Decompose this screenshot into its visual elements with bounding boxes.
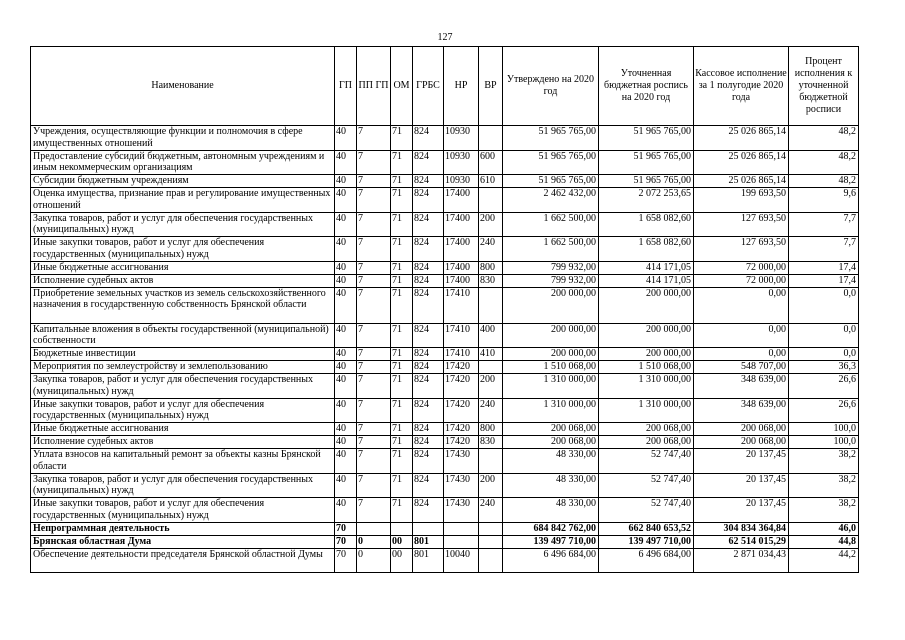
cell-vr	[479, 548, 503, 573]
cell-ppgp: 0	[357, 535, 391, 548]
cell-vr	[479, 287, 503, 323]
table-row	[31, 287, 859, 323]
cell-cash: 348 639,00	[694, 398, 789, 423]
cell-gp: 40	[335, 498, 357, 523]
cell-percent: 7,7	[789, 237, 859, 262]
cell-nr	[444, 535, 479, 548]
header-grbs: ГРБС	[413, 47, 444, 126]
cell-vr	[479, 449, 503, 474]
cell-grbs: 824	[413, 361, 444, 374]
cell-cash: 25 026 865,14	[694, 175, 789, 188]
header-ppgp: ПП ГП	[357, 47, 391, 126]
cell-name: Иные закупки товаров, работ и услуг для обеспечения государственных (муниципальных) нужд	[31, 398, 335, 423]
cell-vr: 800	[479, 423, 503, 436]
cell-approved: 1 662 500,00	[503, 237, 599, 262]
cell-approved: 48 330,00	[503, 449, 599, 474]
cell-ppgp: 7	[357, 188, 391, 213]
cell-om: 71	[391, 361, 413, 374]
cell-om: 71	[391, 449, 413, 474]
cell-gp: 40	[335, 374, 357, 399]
cell-grbs: 824	[413, 188, 444, 213]
table-row	[31, 348, 859, 361]
table-row	[31, 274, 859, 287]
cell-grbs: 824	[413, 374, 444, 399]
header-row	[31, 47, 859, 126]
cell-om: 71	[391, 126, 413, 151]
cell-vr: 400	[479, 323, 503, 348]
cell-approved: 200 068,00	[503, 436, 599, 449]
budget-table-container	[30, 46, 859, 573]
cell-grbs: 824	[413, 126, 444, 151]
cell-ppgp: 7	[357, 361, 391, 374]
table-row	[31, 374, 859, 399]
cell-cash: 127 693,50	[694, 237, 789, 262]
cell-ppgp: 0	[357, 548, 391, 573]
cell-gp: 40	[335, 150, 357, 175]
cell-nr: 17410	[444, 348, 479, 361]
cell-vr: 200	[479, 212, 503, 237]
cell-ppgp: 7	[357, 150, 391, 175]
cell-ppgp: 7	[357, 274, 391, 287]
cell-refined: 200 000,00	[599, 348, 694, 361]
cell-name: Иные закупки товаров, работ и услуг для обеспечения государственных (муниципальных) нужд	[31, 237, 335, 262]
header-refined: Уточненная бюджетная роспись на 2020 год	[599, 47, 694, 126]
header-om: ОМ	[391, 47, 413, 126]
cell-nr: 17430	[444, 498, 479, 523]
cell-name: Приобретение земельных участков из земель сельскохозяйственного назначения в государственную собственность Брянской области	[31, 287, 335, 323]
cell-approved: 1 662 500,00	[503, 212, 599, 237]
cell-gp: 40	[335, 348, 357, 361]
cell-vr: 830	[479, 436, 503, 449]
table-row	[31, 449, 859, 474]
cell-percent: 26,6	[789, 374, 859, 399]
table-row	[31, 188, 859, 213]
cell-gp: 70	[335, 548, 357, 573]
cell-nr: 17400	[444, 188, 479, 213]
cell-percent: 48,2	[789, 126, 859, 151]
cell-gp: 40	[335, 449, 357, 474]
cell-cash: 25 026 865,14	[694, 150, 789, 175]
cell-om: 71	[391, 436, 413, 449]
cell-name: Субсидии бюджетным учреждениям	[31, 175, 335, 188]
cell-ppgp: 7	[357, 449, 391, 474]
cell-percent: 38,2	[789, 473, 859, 498]
cell-gp: 40	[335, 261, 357, 274]
cell-refined: 52 747,40	[599, 473, 694, 498]
cell-name: Исполнение судебных актов	[31, 436, 335, 449]
cell-name: Обеспечение деятельности председателя Брянской областной Думы	[31, 548, 335, 573]
cell-grbs: 824	[413, 261, 444, 274]
cell-om: 71	[391, 473, 413, 498]
header-percent: Процент исполнения к уточненной бюджетной росписи	[789, 47, 859, 126]
cell-refined: 200 068,00	[599, 436, 694, 449]
cell-name: Учреждения, осуществляющие функции и полномочия в сфере имущественных отношений	[31, 126, 335, 151]
cell-approved: 48 330,00	[503, 473, 599, 498]
cell-ppgp: 7	[357, 398, 391, 423]
cell-om: 71	[391, 188, 413, 213]
header-name: Наименование	[31, 47, 335, 126]
cell-percent: 100,0	[789, 436, 859, 449]
cell-gp: 40	[335, 287, 357, 323]
cell-name: Капитальные вложения в объекты государственной (муниципальной) собственности	[31, 323, 335, 348]
cell-vr: 600	[479, 150, 503, 175]
cell-percent: 17,4	[789, 274, 859, 287]
cell-gp: 70	[335, 535, 357, 548]
cell-refined: 51 965 765,00	[599, 175, 694, 188]
cell-cash: 304 834 364,84	[694, 522, 789, 535]
cell-refined: 51 965 765,00	[599, 150, 694, 175]
cell-name: Исполнение судебных актов	[31, 274, 335, 287]
cell-percent: 38,2	[789, 449, 859, 474]
cell-percent: 0,0	[789, 287, 859, 323]
cell-cash: 20 137,45	[694, 498, 789, 523]
cell-name: Мероприятия по землеустройству и землепользованию	[31, 361, 335, 374]
cell-gp: 40	[335, 398, 357, 423]
cell-ppgp: 7	[357, 348, 391, 361]
cell-name: Непрограммная деятельность	[31, 522, 335, 535]
cell-refined: 1 310 000,00	[599, 374, 694, 399]
cell-name: Иные бюджетные ассигнования	[31, 261, 335, 274]
cell-om: 71	[391, 287, 413, 323]
table-row	[31, 323, 859, 348]
cell-grbs	[413, 522, 444, 535]
cell-name: Закупка товаров, работ и услуг для обеспечения государственных (муниципальных) нужд	[31, 473, 335, 498]
cell-refined: 51 965 765,00	[599, 126, 694, 151]
cell-approved: 200 000,00	[503, 348, 599, 361]
cell-name: Бюджетные инвестиции	[31, 348, 335, 361]
cell-grbs: 824	[413, 449, 444, 474]
cell-name: Иные закупки товаров, работ и услуг для обеспечения государственных (муниципальных) нужд	[31, 498, 335, 523]
cell-nr: 17420	[444, 398, 479, 423]
cell-grbs: 824	[413, 348, 444, 361]
table-row	[31, 261, 859, 274]
cell-nr: 17420	[444, 436, 479, 449]
cell-gp: 40	[335, 361, 357, 374]
cell-approved: 139 497 710,00	[503, 535, 599, 548]
cell-name: Предоставление субсидий бюджетным, автономным учреждениям и иным некоммерческим организациям	[31, 150, 335, 175]
cell-cash: 0,00	[694, 287, 789, 323]
header-approved: Утверждено на 2020 год	[503, 47, 599, 126]
cell-percent: 0,0	[789, 323, 859, 348]
cell-cash: 0,00	[694, 348, 789, 361]
cell-vr: 200	[479, 374, 503, 399]
cell-vr	[479, 126, 503, 151]
cell-percent: 36,3	[789, 361, 859, 374]
cell-ppgp: 7	[357, 175, 391, 188]
cell-vr	[479, 522, 503, 535]
table-row	[31, 535, 859, 548]
cell-refined: 414 171,05	[599, 274, 694, 287]
cell-ppgp: 7	[357, 436, 391, 449]
table-row	[31, 361, 859, 374]
cell-grbs: 824	[413, 175, 444, 188]
cell-nr: 17400	[444, 274, 479, 287]
cell-ppgp: 7	[357, 126, 391, 151]
cell-refined: 2 072 253,65	[599, 188, 694, 213]
cell-grbs: 824	[413, 473, 444, 498]
cell-approved: 51 965 765,00	[503, 126, 599, 151]
cell-vr	[479, 188, 503, 213]
cell-refined: 1 510 068,00	[599, 361, 694, 374]
cell-nr: 17430	[444, 473, 479, 498]
cell-vr: 830	[479, 274, 503, 287]
cell-refined: 662 840 653,52	[599, 522, 694, 535]
table-row	[31, 398, 859, 423]
cell-om	[391, 522, 413, 535]
cell-approved: 51 965 765,00	[503, 175, 599, 188]
cell-cash: 200 068,00	[694, 436, 789, 449]
table-row	[31, 498, 859, 523]
cell-om: 00	[391, 548, 413, 573]
cell-ppgp: 7	[357, 473, 391, 498]
cell-om: 71	[391, 175, 413, 188]
cell-gp: 40	[335, 473, 357, 498]
cell-cash: 20 137,45	[694, 473, 789, 498]
cell-percent: 48,2	[789, 150, 859, 175]
cell-cash: 0,00	[694, 323, 789, 348]
cell-refined: 1 658 082,60	[599, 212, 694, 237]
cell-grbs: 824	[413, 436, 444, 449]
cell-vr: 240	[479, 498, 503, 523]
cell-approved: 1 310 000,00	[503, 398, 599, 423]
cell-ppgp: 7	[357, 237, 391, 262]
cell-name: Закупка товаров, работ и услуг для обеспечения государственных (муниципальных) нужд	[31, 212, 335, 237]
cell-refined: 6 496 684,00	[599, 548, 694, 573]
cell-percent: 0,0	[789, 348, 859, 361]
cell-nr: 10930	[444, 175, 479, 188]
cell-name: Закупка товаров, работ и услуг для обеспечения государственных (муниципальных) нужд	[31, 374, 335, 399]
cell-name: Иные бюджетные ассигнования	[31, 423, 335, 436]
cell-approved: 2 462 432,00	[503, 188, 599, 213]
cell-vr: 240	[479, 237, 503, 262]
cell-ppgp: 7	[357, 423, 391, 436]
cell-om: 71	[391, 398, 413, 423]
table-row	[31, 175, 859, 188]
cell-grbs: 824	[413, 498, 444, 523]
cell-ppgp: 7	[357, 261, 391, 274]
page-number: 127	[437, 32, 453, 43]
cell-percent: 26,6	[789, 398, 859, 423]
cell-gp: 40	[335, 323, 357, 348]
cell-cash: 2 871 034,43	[694, 548, 789, 573]
cell-vr: 200	[479, 473, 503, 498]
cell-vr: 410	[479, 348, 503, 361]
table-row	[31, 436, 859, 449]
cell-nr: 17400	[444, 237, 479, 262]
cell-ppgp: 7	[357, 212, 391, 237]
cell-ppgp: 7	[357, 498, 391, 523]
cell-om: 71	[391, 498, 413, 523]
header-cash: Кассовое исполнение за 1 полугодие 2020 года	[694, 47, 789, 126]
header-gp: ГП	[335, 47, 357, 126]
cell-nr: 10040	[444, 548, 479, 573]
cell-om: 71	[391, 237, 413, 262]
cell-refined: 139 497 710,00	[599, 535, 694, 548]
cell-cash: 20 137,45	[694, 449, 789, 474]
cell-om: 71	[391, 374, 413, 399]
cell-om: 71	[391, 274, 413, 287]
cell-refined: 1 658 082,60	[599, 237, 694, 262]
cell-gp: 40	[335, 423, 357, 436]
table-row	[31, 473, 859, 498]
cell-nr	[444, 522, 479, 535]
cell-grbs: 824	[413, 212, 444, 237]
cell-cash: 200 068,00	[694, 423, 789, 436]
cell-nr: 17400	[444, 261, 479, 274]
cell-approved: 1 510 068,00	[503, 361, 599, 374]
cell-vr: 610	[479, 175, 503, 188]
table-row	[31, 548, 859, 573]
cell-approved: 200 068,00	[503, 423, 599, 436]
table-row	[31, 522, 859, 535]
cell-ppgp: 7	[357, 323, 391, 348]
cell-nr: 10930	[444, 150, 479, 175]
cell-gp: 40	[335, 175, 357, 188]
cell-approved: 1 310 000,00	[503, 374, 599, 399]
cell-refined: 52 747,40	[599, 449, 694, 474]
cell-gp: 70	[335, 522, 357, 535]
cell-approved: 799 932,00	[503, 261, 599, 274]
cell-approved: 799 932,00	[503, 274, 599, 287]
cell-nr: 17400	[444, 212, 479, 237]
cell-cash: 72 000,00	[694, 261, 789, 274]
cell-refined: 200 068,00	[599, 423, 694, 436]
cell-approved: 48 330,00	[503, 498, 599, 523]
cell-om: 71	[391, 212, 413, 237]
cell-approved: 200 000,00	[503, 287, 599, 323]
cell-gp: 40	[335, 126, 357, 151]
cell-refined: 1 310 000,00	[599, 398, 694, 423]
header-vr: ВР	[479, 47, 503, 126]
cell-name: Брянская областная Дума	[31, 535, 335, 548]
cell-vr: 800	[479, 261, 503, 274]
table-row	[31, 237, 859, 262]
cell-percent: 38,2	[789, 498, 859, 523]
cell-cash: 62 514 015,29	[694, 535, 789, 548]
cell-percent: 46,0	[789, 522, 859, 535]
cell-cash: 199 693,50	[694, 188, 789, 213]
cell-gp: 40	[335, 436, 357, 449]
cell-approved: 200 000,00	[503, 323, 599, 348]
cell-gp: 40	[335, 237, 357, 262]
cell-refined: 200 000,00	[599, 287, 694, 323]
table-row	[31, 126, 859, 151]
cell-nr: 17420	[444, 374, 479, 399]
cell-om: 71	[391, 150, 413, 175]
cell-gp: 40	[335, 188, 357, 213]
cell-grbs: 824	[413, 423, 444, 436]
cell-percent: 100,0	[789, 423, 859, 436]
cell-percent: 48,2	[789, 175, 859, 188]
cell-ppgp	[357, 522, 391, 535]
cell-nr: 10930	[444, 126, 479, 151]
cell-om: 71	[391, 423, 413, 436]
cell-grbs: 824	[413, 150, 444, 175]
cell-gp: 40	[335, 274, 357, 287]
header-nr: НР	[444, 47, 479, 126]
cell-vr	[479, 535, 503, 548]
cell-nr: 17420	[444, 423, 479, 436]
table-body	[31, 126, 859, 573]
cell-nr: 17430	[444, 449, 479, 474]
cell-cash: 72 000,00	[694, 274, 789, 287]
cell-refined: 414 171,05	[599, 261, 694, 274]
cell-om: 71	[391, 261, 413, 274]
cell-grbs: 824	[413, 274, 444, 287]
cell-percent: 17,4	[789, 261, 859, 274]
cell-nr: 17410	[444, 323, 479, 348]
cell-cash: 348 639,00	[694, 374, 789, 399]
cell-grbs: 824	[413, 287, 444, 323]
cell-grbs: 824	[413, 237, 444, 262]
cell-grbs: 801	[413, 548, 444, 573]
cell-percent: 44,8	[789, 535, 859, 548]
cell-grbs: 824	[413, 323, 444, 348]
cell-refined: 200 000,00	[599, 323, 694, 348]
cell-approved: 6 496 684,00	[503, 548, 599, 573]
cell-percent: 44,2	[789, 548, 859, 573]
cell-cash: 127 693,50	[694, 212, 789, 237]
cell-nr: 17410	[444, 287, 479, 323]
budget-table	[30, 46, 859, 573]
table-row	[31, 423, 859, 436]
cell-approved: 684 842 762,00	[503, 522, 599, 535]
cell-grbs: 801	[413, 535, 444, 548]
cell-refined: 52 747,40	[599, 498, 694, 523]
cell-percent: 7,7	[789, 212, 859, 237]
cell-grbs: 824	[413, 398, 444, 423]
cell-ppgp: 7	[357, 287, 391, 323]
cell-vr	[479, 361, 503, 374]
cell-cash: 25 026 865,14	[694, 126, 789, 151]
cell-name: Оценка имущества, признание прав и регулирование имущественных отношений	[31, 188, 335, 213]
cell-vr: 240	[479, 398, 503, 423]
cell-name: Уплата взносов на капитальный ремонт за объекты казны Брянской области	[31, 449, 335, 474]
cell-percent: 9,6	[789, 188, 859, 213]
cell-om: 00	[391, 535, 413, 548]
cell-om: 71	[391, 323, 413, 348]
cell-approved: 51 965 765,00	[503, 150, 599, 175]
cell-om: 71	[391, 348, 413, 361]
cell-gp: 40	[335, 212, 357, 237]
cell-cash: 548 707,00	[694, 361, 789, 374]
cell-nr: 17420	[444, 361, 479, 374]
table-row	[31, 212, 859, 237]
table-row	[31, 150, 859, 175]
cell-ppgp: 7	[357, 374, 391, 399]
